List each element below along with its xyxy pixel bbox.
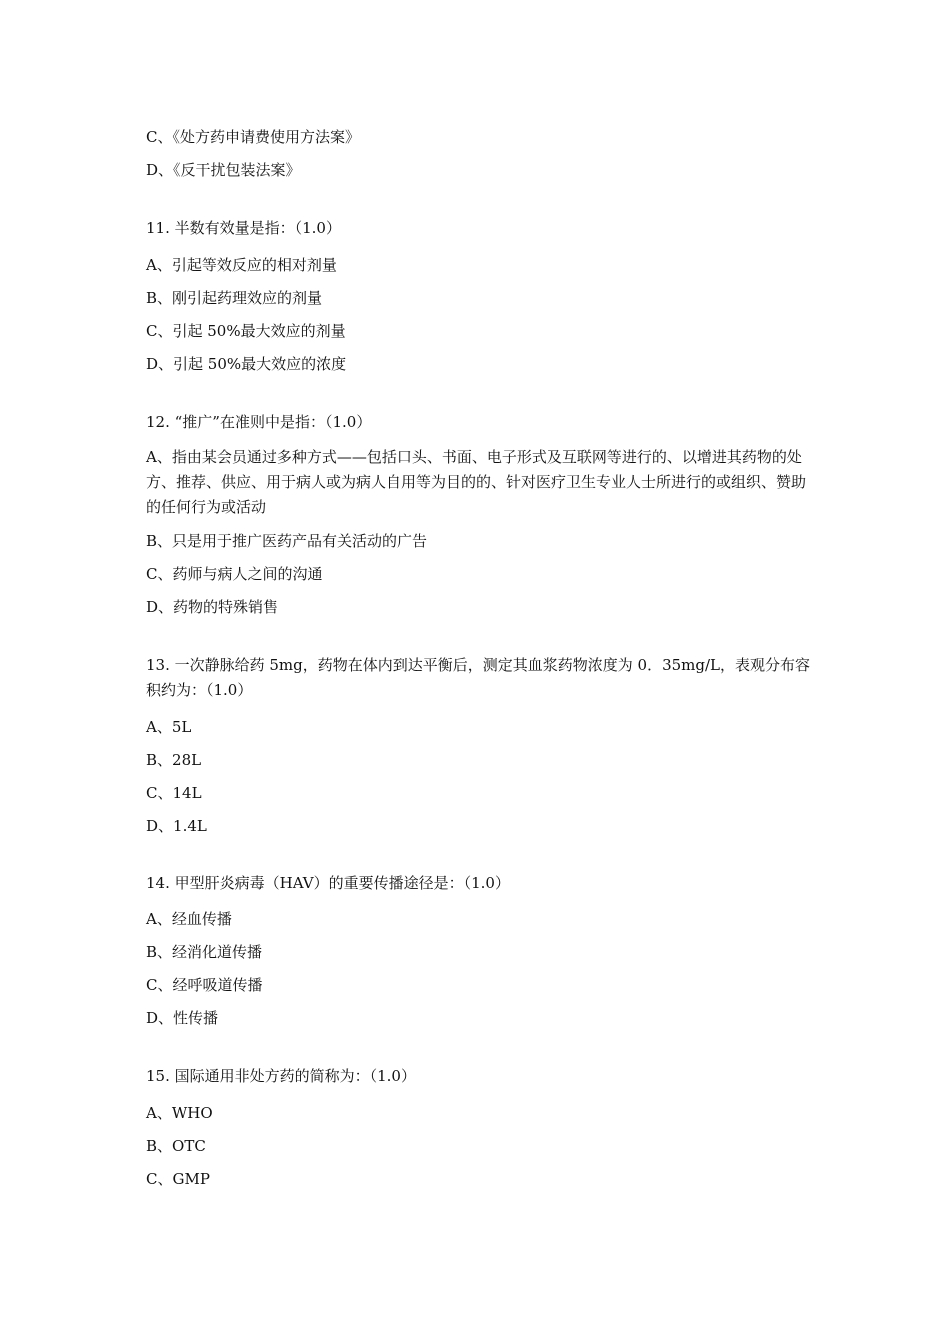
option-c: C、《处方药申请费使用方法案》 [146, 128, 360, 146]
option-b: B、OTC [146, 1137, 206, 1155]
option-b: B、刚引起药理效应的剂量 [146, 289, 323, 307]
option-d: D、药物的特殊销售 [146, 598, 279, 616]
question-13: 13. 一次静脉给药 5mg，药物在体内到达平衡后，测定其血浆药物浓度为 0．35mg/L，表观分布容积约为：（1.0） [146, 656, 811, 699]
question-11: 11. 半数有效量是指：（1.0） [146, 219, 341, 237]
option-a: A、引起等效反应的相对剂量 [146, 256, 337, 274]
option-c: C、经呼吸道传播 [146, 976, 263, 994]
option-d: D、引起 50%最大效应的浓度 [146, 355, 347, 373]
option-c: C、14L [146, 784, 202, 802]
option-a: A、WHO [146, 1104, 213, 1122]
question-12: 12. “推广”在准则中是指：（1.0） [146, 413, 372, 431]
option-c: C、引起 50%最大效应的剂量 [146, 322, 346, 340]
option-b: B、只是用于推广医药产品有关活动的广告 [146, 532, 428, 550]
option-a: A、5L [146, 718, 192, 736]
option-b: B、28L [146, 751, 202, 769]
option-c: C、GMP [146, 1170, 210, 1188]
question-14: 14. 甲型肝炎病毒（HAV）的重要传播途径是：（1.0） [146, 874, 510, 892]
option-d: D、《反干扰包装法案》 [146, 161, 301, 179]
option-a: A、指由某会员通过多种方式——包括口头、书面、电子形式及互联网等进行的、以增进其药物的处方、推荐、供应、用于病人或为病人自用等为目的的、针对医疗卫生专业人士所进行的或组织、赞助的任何行为或活动 [146, 448, 807, 516]
question-15: 15. 国际通用非处方药的简称为：（1.0） [146, 1067, 416, 1085]
option-c: C、药师与病人之间的沟通 [146, 565, 323, 583]
option-a: A、经血传播 [146, 910, 232, 928]
option-b: B、经消化道传播 [146, 943, 263, 961]
option-d: D、1.4L [146, 817, 207, 835]
option-d: D、性传播 [146, 1009, 219, 1027]
